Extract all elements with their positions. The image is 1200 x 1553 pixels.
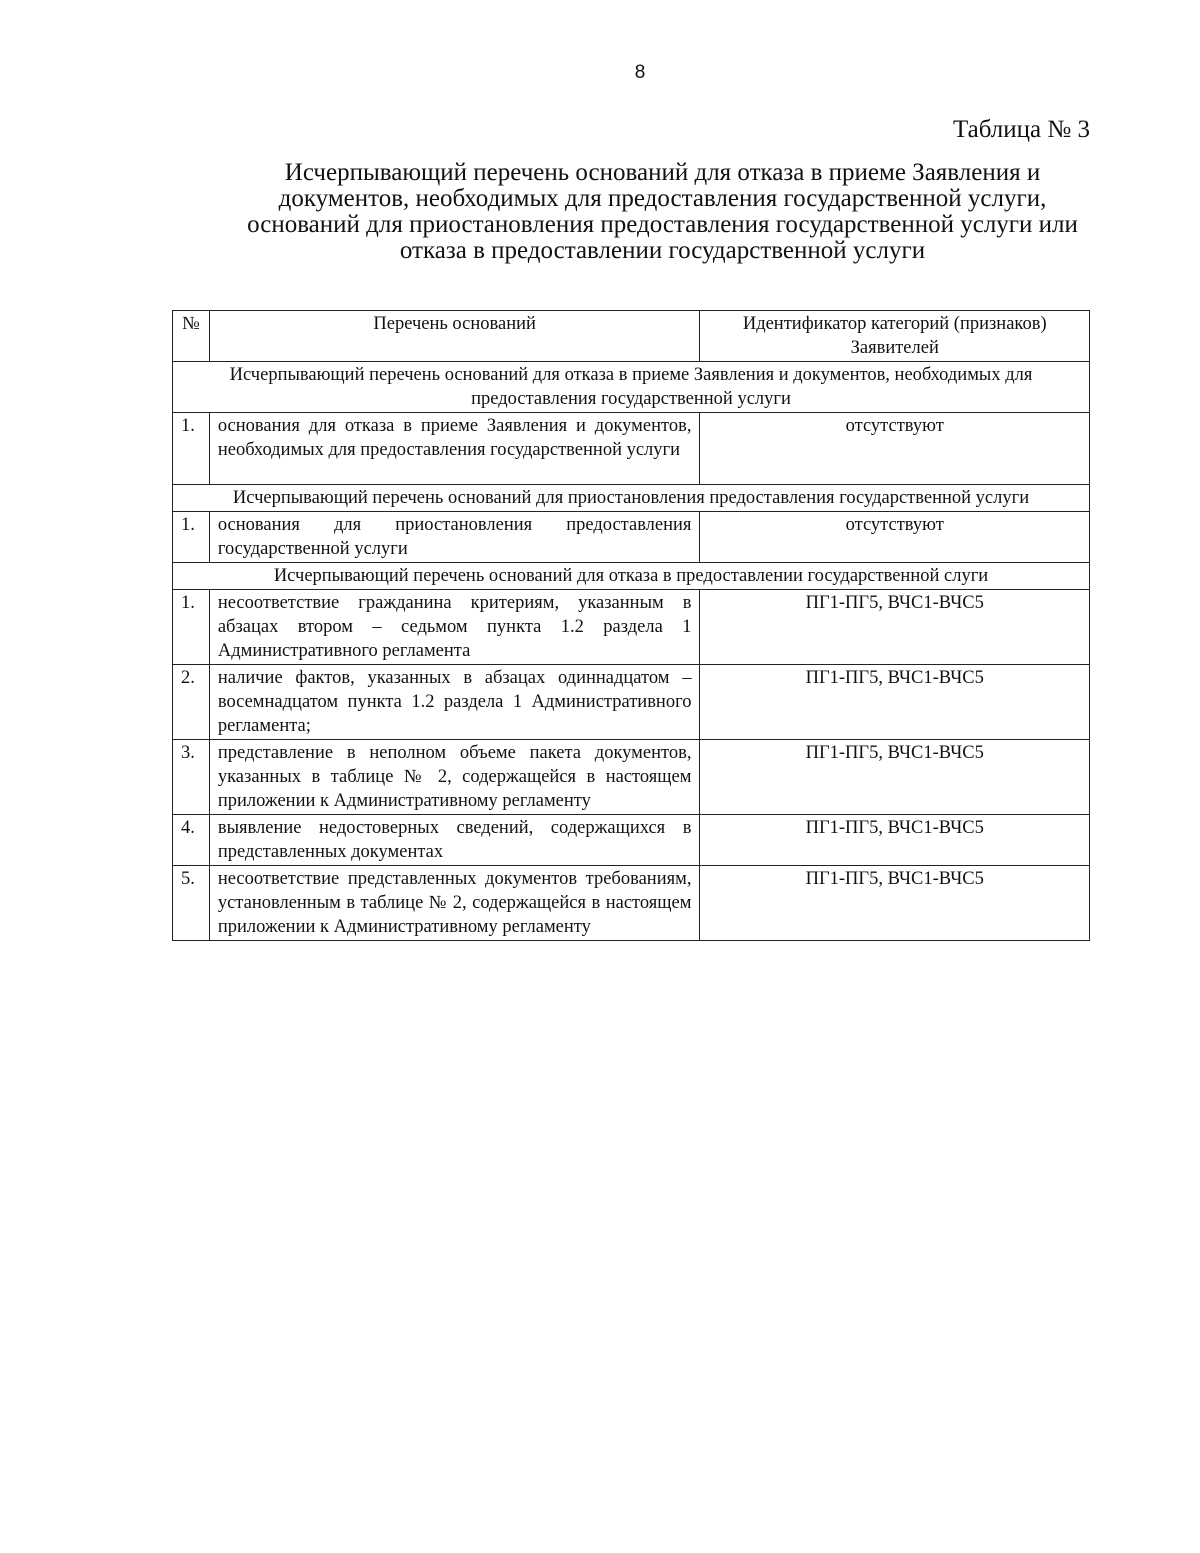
section-row [173, 485, 1090, 512]
row-identifier: ПГ1-ПГ5, ВЧС1-ВЧС5 [700, 866, 1090, 941]
table-row [173, 740, 1090, 815]
table-row [173, 512, 1090, 563]
row-grounds: несоответствие представленных документов требованиям, установленным в таблице № 2, содержащейся в настоящем приложении к Административному регламенту [209, 866, 700, 941]
row-grounds: несоответствие гражданина критериям, указанным в абзацах втором – седьмом пункта 1.2 раздела 1 Административного регламента [209, 590, 700, 665]
row-identifier: ПГ1-ПГ5, ВЧС1-ВЧС5 [700, 590, 1090, 665]
table-row [173, 815, 1090, 866]
grounds-table [172, 310, 1090, 941]
row-identifier: ПГ1-ПГ5, ВЧС1-ВЧС5 [700, 740, 1090, 815]
section-title: Исчерпывающий перечень оснований для отказа в приеме Заявления и документов, необходимых для предоставления государственной услуги [173, 362, 1090, 413]
row-grounds: основания для отказа в приеме Заявления и документов, необходимых для предоставления государственной услуги [209, 413, 700, 485]
section-title: Исчерпывающий перечень оснований для приостановления предоставления государственной услуги [173, 485, 1090, 512]
header-number: № [173, 311, 210, 362]
row-number: 1. [173, 590, 210, 665]
table-row [173, 866, 1090, 941]
header-identifier: Идентификатор категорий (признаков) Заявителей [700, 311, 1090, 362]
table-header-row [173, 311, 1090, 362]
row-identifier: отсутствуют [700, 512, 1090, 563]
row-grounds: наличие фактов, указанных в абзацах одиннадцатом – восемнадцатом пункта 1.2 раздела 1 Административного регламента; [209, 665, 700, 740]
row-number: 4. [173, 815, 210, 866]
row-number: 1. [173, 512, 210, 563]
row-identifier: ПГ1-ПГ5, ВЧС1-ВЧС5 [700, 665, 1090, 740]
page-number: 8 [634, 62, 646, 83]
row-grounds: основания для приостановления предоставления государственной услуги [209, 512, 700, 563]
section-row [173, 362, 1090, 413]
table-row [173, 413, 1090, 485]
section-title: Исчерпывающий перечень оснований для отказа в предоставлении государственной слуги [173, 563, 1090, 590]
table-label: Таблица № 3 [952, 116, 1090, 143]
row-number: 2. [173, 665, 210, 740]
table-row [173, 665, 1090, 740]
section-row [173, 563, 1090, 590]
document-title: Исчерпывающий перечень оснований для отказа в приеме Заявления и документов, необходимых для предоставления государственной услуги, оснований для приостановления предоставления государственной услуги или отказа в предоставлении государственной услуги [247, 159, 1078, 264]
row-identifier: отсутствуют [700, 413, 1090, 485]
row-number: 3. [173, 740, 210, 815]
row-grounds: выявление недостоверных сведений, содержащихся в представленных документах [209, 815, 700, 866]
header-grounds: Перечень оснований [209, 311, 700, 362]
table-row [173, 590, 1090, 665]
row-number: 5. [173, 866, 210, 941]
row-identifier: ПГ1-ПГ5, ВЧС1-ВЧС5 [700, 815, 1090, 866]
row-grounds: представление в неполном объеме пакета документов, указанных в таблице № 2, содержащейся в настоящем приложении к Административному регламенту [209, 740, 700, 815]
row-number: 1. [173, 413, 210, 485]
